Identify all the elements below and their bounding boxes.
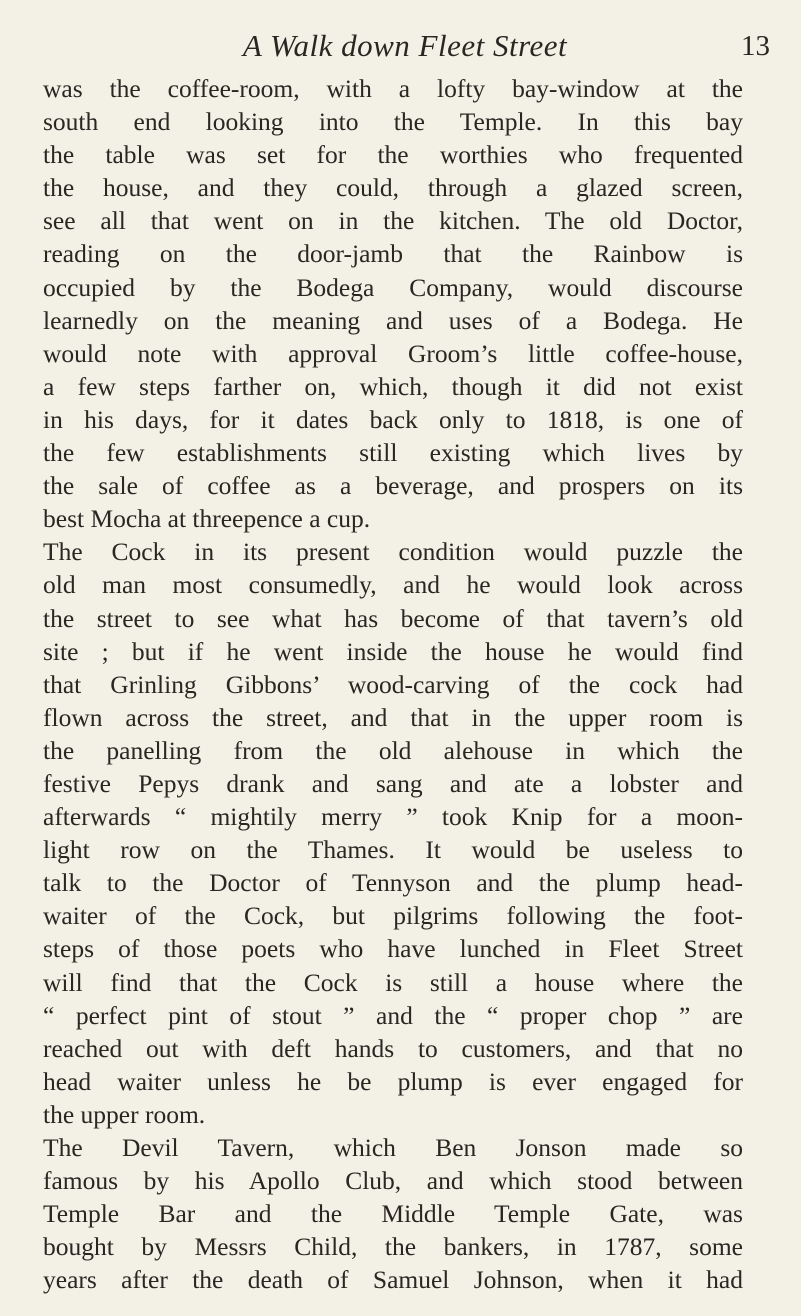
text-line: the upper room. — [43, 1099, 206, 1129]
text-line: south end looking into the Temple. In this bay — [43, 107, 743, 137]
text-line: steps of those poets who have lunched in Fleet Street — [43, 934, 743, 964]
text-line: bought by Messrs Child, the bankers, in 1787, some — [43, 1232, 743, 1262]
text-line: the street to see what has become of that tavern’s old — [43, 603, 743, 633]
text-line: the sale of coffee as a beverage, and prospers on its — [43, 471, 743, 501]
text-line: would note with approval Groom’s little coffee-house, — [43, 338, 743, 368]
text-line: was the coffee-room, with a lofty bay-window at the — [43, 74, 743, 103]
text-line: Temple Bar and the Middle Temple Gate, was — [43, 1199, 743, 1229]
text-line: the house, and they could, through a glazed screen, — [43, 173, 743, 203]
text-line: a few steps farther on, which, though it did not exist — [43, 371, 743, 401]
body-text — [43, 72, 743, 1296]
text-line: will find that the Cock is still a house where the — [43, 967, 743, 997]
text-line: that Grinling Gibbons’ wood-carving of the cock had — [43, 669, 743, 699]
text-line: light row on the Thames. It would be useless to — [43, 835, 743, 865]
text-line: flown across the street, and that in the upper room is — [43, 702, 743, 732]
page-number: 13 — [741, 30, 770, 62]
text-line: famous by his Apollo Club, and which stood between — [43, 1166, 743, 1196]
text-line: reading on the door-jamb that the Rainbow is — [43, 239, 743, 269]
text-line: years after the death of Samuel Johnson, when it had — [43, 1265, 743, 1295]
text-line: waiter of the Cock, but pilgrims following the foot- — [43, 901, 743, 931]
text-line: the table was set for the worthies who frequented — [43, 140, 743, 170]
running-head — [40, 22, 770, 66]
text-line: The Cock in its present condition would puzzle the — [43, 537, 743, 567]
running-title: A Walk down Fleet Street — [242, 28, 568, 63]
text-line: old man most consumedly, and he would look across — [43, 570, 743, 600]
text-line: occupied by the Bodega Company, would discourse — [43, 272, 743, 302]
text-line: site ; but if he went inside the house he would find — [43, 636, 743, 666]
text-line: in his days, for it dates back only to 1818, is one of — [43, 404, 743, 434]
text-line: talk to the Doctor of Tennyson and the plump head- — [43, 868, 743, 898]
text-line: the panelling from the old alehouse in which the — [43, 735, 743, 765]
text-line: reached out with deft hands to customers, and that no — [43, 1033, 743, 1063]
text-line: best Mocha at threepence a cup. — [43, 504, 371, 534]
text-line: learnedly on the meaning and uses of a Bodega. He — [43, 305, 743, 335]
text-line: the few establishments still existing which lives by — [43, 438, 743, 468]
text-line: head waiter unless he be plump is ever engaged for — [43, 1066, 743, 1096]
text-line: see all that went on in the kitchen. The old Doctor, — [43, 206, 743, 236]
text-line: festive Pepys drank and sang and ate a lobster and — [43, 768, 743, 798]
text-line: “ perfect pint of stout ” and the “ proper chop ” are — [43, 1000, 743, 1030]
text-line: The Devil Tavern, which Ben Jonson made so — [43, 1133, 743, 1162]
text-line: afterwards “ mightily merry ” took Knip for a moon- — [43, 802, 743, 832]
